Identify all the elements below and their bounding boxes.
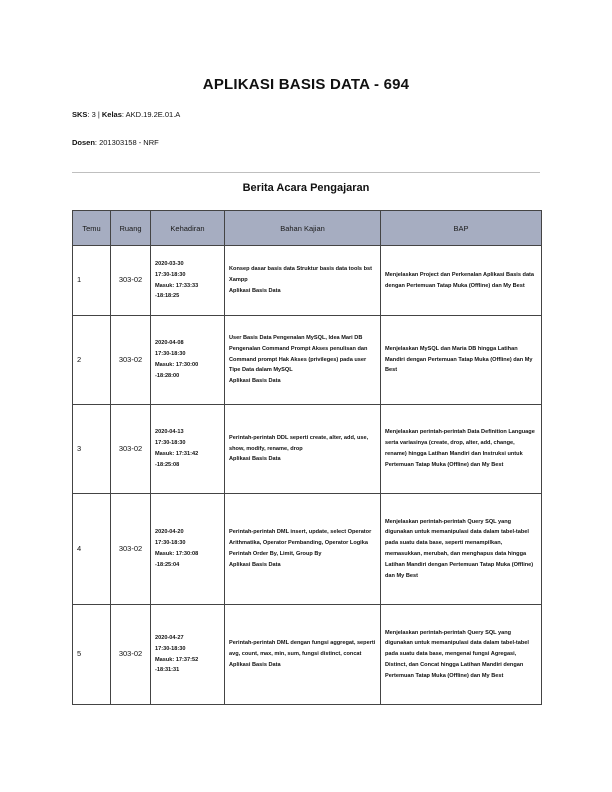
ruang-cell: 303-02 bbox=[111, 246, 151, 316]
kehadiran-text: 2020-04-08 17:30-18:30 Masuk: 17:30:00 -18:28:00 bbox=[155, 340, 199, 379]
temu-cell: 2 bbox=[73, 316, 111, 405]
bahan-text: Perintah-perintah DML insert, update, select Operator Arithmatika, Operator Pembanding, Operator Logika Perintah Order By, Limit, Group By bbox=[229, 529, 372, 557]
bahan-subject: Aplikasi Basis Data bbox=[229, 661, 281, 668]
kehadiran-text: 2020-04-13 17:30-18:30 Masuk: 17:31:42 -18:25:08 bbox=[155, 429, 199, 468]
kehadiran-text: 2020-04-27 17:30-18:30 Masuk: 17:37:52 -18:31:31 bbox=[155, 634, 199, 674]
bahan-text: Perintah-perintah DDL seperti create, alter, add, use, show, modify, rename, drop bbox=[229, 434, 369, 452]
bap-cell: Menjelaskan MySQL dan Maria DB hingga Latihan Mandiri dengan Pertemuan Tatap Muka (Offline) dan My Best bbox=[381, 316, 542, 405]
sks-kelas-line bbox=[72, 110, 180, 119]
bahan-kajian-cell bbox=[225, 605, 381, 705]
ruang-cell: 303-02 bbox=[111, 405, 151, 494]
section-title: Berita Acara Pengajaran bbox=[242, 182, 370, 194]
table-row bbox=[73, 246, 542, 316]
kehadiran-cell bbox=[151, 494, 225, 605]
bahan-kajian-cell bbox=[225, 405, 381, 494]
temu-cell: 1 bbox=[73, 246, 111, 316]
header-temu: Temu bbox=[73, 211, 111, 246]
bap-cell: Menjelaskan perintah-perintah Query SQL yang digunakan untuk memanipulasi data dalam tabel-tabel pada suatu data base, mengenai fungsi Agregasi, Distinct, dan Concat hingga Latihan Mandiri dengan Pertemuan Tatap Muka (Offline) dan My Best bbox=[381, 605, 542, 705]
bahan-text: Perintah-perintah DML dengan fungsi aggregat, seperti avg, count, max, min, sum, fungsi distinct, concat bbox=[229, 640, 376, 658]
bap-cell: Menjelaskan perintah-perintah Data Definition Language serta variasinya (create, drop, alter, add, change, rename) hingga Latihan Mandiri dan Instruksi untuk Pertemuan Tatap Muka (Offline) dan My Best bbox=[381, 405, 542, 494]
bahan-text: User Basis Data Pengenalan MySQL, Idea Mari DB Pengenalan Command Prompt Akses penulisan dan Command prompt Hak Akses (privileges) pada user Tipe Data dalam MySQL bbox=[229, 335, 368, 374]
kehadiran-cell bbox=[151, 316, 225, 405]
kehadiran-cell bbox=[151, 246, 225, 316]
temu-cell: 5 bbox=[73, 605, 111, 705]
bahan-subject: Aplikasi Basis Data bbox=[229, 456, 281, 463]
kehadiran-cell bbox=[151, 405, 225, 494]
ruang-cell: 303-02 bbox=[111, 605, 151, 705]
temu-cell: 4 bbox=[73, 494, 111, 605]
kelas-value: : AKD.19.2E.01.A bbox=[121, 110, 181, 119]
kehadiran-cell bbox=[151, 605, 225, 705]
sks-label: SKS bbox=[72, 110, 88, 119]
bap-cell: Menjelaskan perintah-perintah Query SQL yang digunakan untuk memanipulasi data dalam tabel-tabel pada suatu data base, seperti menampilkan, memasukkan, merubah, dan menghapus data hingga Latihan Mandiri dengan Pertemuan Tatap Muka (Offline) dan My Best bbox=[381, 494, 542, 605]
header-bap: BAP bbox=[381, 211, 542, 246]
kehadiran-text: 2020-04-20 17:30-18:30 Masuk: 17:30:08 -18:25:04 bbox=[155, 529, 199, 568]
bahan-subject: Aplikasi Basis Data bbox=[229, 378, 281, 385]
berita-acara-table bbox=[72, 210, 542, 705]
dosen-label: Dosen bbox=[72, 138, 95, 147]
bahan-subject: Aplikasi Basis Data bbox=[229, 287, 281, 294]
document-title: APLIKASI BASIS DATA - 694 bbox=[202, 76, 410, 93]
table-row bbox=[73, 405, 542, 494]
ruang-cell: 303-02 bbox=[111, 494, 151, 605]
ruang-cell: 303-02 bbox=[111, 316, 151, 405]
kelas-label: Kelas bbox=[101, 110, 122, 119]
bahan-kajian-cell bbox=[225, 494, 381, 605]
header-kehadiran: Kehadiran bbox=[151, 211, 225, 246]
table-header-row bbox=[73, 211, 542, 246]
sks-value: : 3 | bbox=[87, 110, 102, 119]
bahan-text: Konsep dasar basis data Struktur basis data tools bst Xampp bbox=[229, 266, 372, 284]
table-row bbox=[73, 605, 542, 705]
bahan-kajian-cell bbox=[225, 246, 381, 316]
temu-cell: 3 bbox=[73, 405, 111, 494]
bap-cell: Menjelaskan Project dan Perkenalan Aplikasi Basis data dengan Pertemuan Tatap Muka (Offline) dan My Best bbox=[381, 246, 542, 316]
divider bbox=[72, 172, 540, 173]
header-bahan-kajian: Bahan Kajian bbox=[225, 211, 381, 246]
table-row bbox=[73, 316, 542, 405]
kehadiran-text: 2020-03-30 17:30-18:30 Masuk: 17:33:33 -18:18:25 bbox=[155, 260, 199, 300]
table-row bbox=[73, 494, 542, 605]
header-ruang: Ruang bbox=[111, 211, 151, 246]
bahan-kajian-cell bbox=[225, 316, 381, 405]
bahan-subject: Aplikasi Basis Data bbox=[229, 561, 281, 568]
dosen-line bbox=[72, 138, 159, 147]
dosen-value: : 201303158 - NRF bbox=[94, 138, 159, 147]
